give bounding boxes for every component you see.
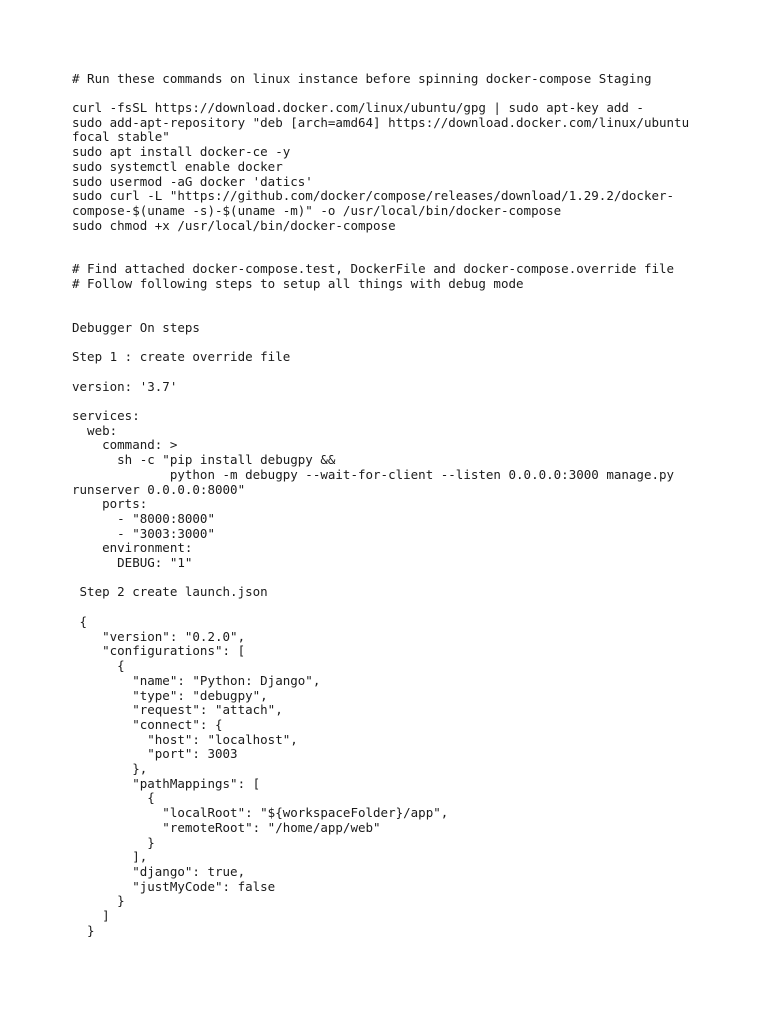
step-2-heading: Step 2 create launch.json (72, 584, 268, 599)
debugger-heading: Debugger On steps (72, 320, 200, 335)
docker-install-commands: curl -fsSL https://download.docker.com/linux/ubuntu/gpg | sudo apt-key add - sudo add-apt-repository "deb [arch=amd64] https://download.docker.com/linux/ubuntu focal stable" sudo apt install docker-ce -y sudo systemctl enable docker sudo usermod -aG docker 'datics' sudo curl -L "https://github.com/docker/compose/releases/download/1.29.2/docker- compose-$(uname -s)-$(uname -m)" -o /usr/local/bin/docker-compose sudo chmod +x /usr/local/bin/docker-compose (72, 100, 690, 233)
staging-comment: # Run these commands on linux instance before spinning docker-compose Staging (72, 71, 652, 86)
compose-services-block: services: web: command: > sh -c "pip install debugpy && python -m debugpy --wait-for-client --listen 0.0.0.0:3000 manage.py runserver 0.0.0.0:8000" ports: - "8000:8000" - "3003:3000" environment: DEBUG: "1" (72, 408, 675, 571)
instructions-comment: # Find attached docker-compose.test, DockerFile and docker-compose.override file # Follow following steps to setup all things with debug mode (72, 261, 675, 291)
launch-json-block: { "version": "0.2.0", "configurations": [ { "name": "Python: Django", "type": "debugpy", "request": "attach", "connect": { "host": "localhost", "port": 3003 }, "pathMappings": [ { "localRoot": "${workspaceFolder}/app", "remoteRoot": "/home/app/web" } ], "django": true, "justMyCode": false } ] } (79, 614, 449, 938)
step-1-heading: Step 1 : create override file (72, 349, 291, 364)
compose-version: version: '3.7' (72, 379, 178, 394)
